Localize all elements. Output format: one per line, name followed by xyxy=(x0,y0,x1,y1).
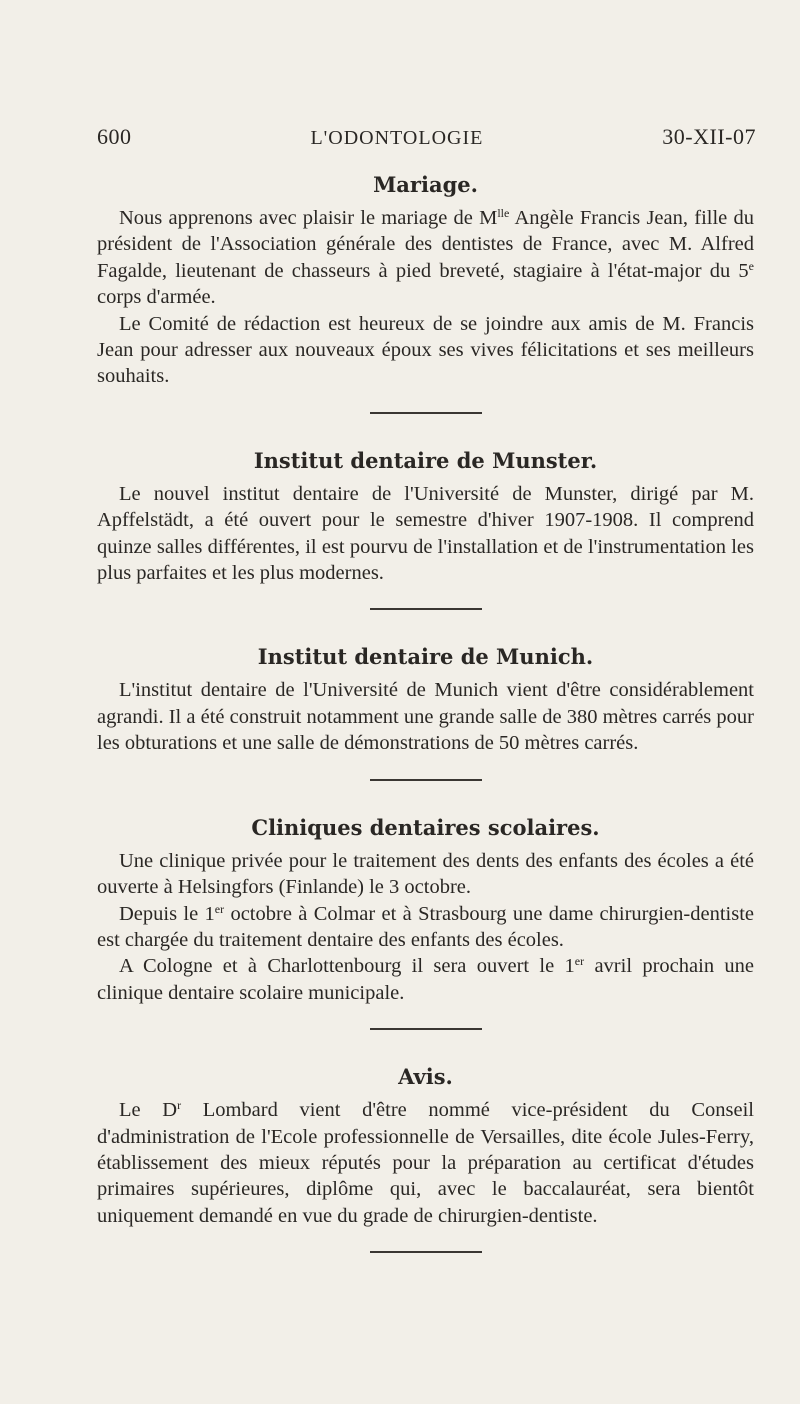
running-header xyxy=(97,124,756,150)
paragraph-text: Le nouvel institut dentaire de l'Université de Munster, dirigé par M. Apffelstädt, a été ouvert pour le semestre d'hiver 1907-1908. Il comprend quinze salles différentes, il est pourvu de l'installation et de l'instrumentation les plus parfaites et les plus modernes. xyxy=(97,482,754,585)
paragraph-text: Angèle Francis Jean, fille du président de l'Association générale des dentistes de France, avec M. Alfred Fagalde, lieutenant de chasseurs à pied breveté, stagiaire à l'état-major du 5 xyxy=(97,207,754,282)
superscript: e xyxy=(748,258,754,273)
section-divider xyxy=(370,779,482,781)
section-heading: Cliniques dentaires scolaires. xyxy=(251,814,600,840)
paragraph-text: octobre à Colmar et à Strasbourg une dame chirurgien-dentiste est chargée du traitement dentaire des enfants des écoles. xyxy=(97,902,754,951)
paragraph xyxy=(97,481,754,587)
page-number: 600 xyxy=(97,124,132,149)
paragraph xyxy=(97,1097,754,1229)
issue-date: 30-XII-07 xyxy=(662,124,756,149)
section-heading: Mariage. xyxy=(373,172,478,197)
paragraph xyxy=(97,953,754,1006)
paragraph-text: Le D xyxy=(119,1099,178,1122)
section-heading: Institut dentaire de Munich. xyxy=(257,644,594,670)
journal-title: L'ODONTOLOGIE xyxy=(310,127,484,149)
superscript: er xyxy=(574,954,585,969)
paragraph xyxy=(97,205,754,311)
paragraph-text: Nous apprenons avec plaisir le mariage de M xyxy=(119,207,498,229)
paragraph xyxy=(97,848,754,901)
paragraph-text: Lombard vient d'être nommé vice-président du Conseil d'administration de l'Ecole professionnelle de Versailles, dite école Jules-Ferry, établissement des mieux réputés pour la préparation au certificat d'études primaires supérieures, diplôme qui, avec le baccalauréat, sera bientôt uniquement demandé en vue du grade de chirurgien-dentiste. xyxy=(97,1099,754,1227)
article-body xyxy=(97,172,754,1287)
superscript: lle xyxy=(497,206,510,220)
paragraph xyxy=(97,901,754,954)
section-divider xyxy=(370,608,482,610)
paragraph-text: L'institut dentaire de l'Université de Munich vient d'être considérablement agrandi. Il a été construit notamment une grande salle de 380 mètres carrés pour les obturations et une salle de démonstrations de 50 mètres carrés. xyxy=(97,679,754,755)
section-heading: Institut dentaire de Munster. xyxy=(253,447,598,473)
paragraph-text: corps d'armée. xyxy=(97,286,216,309)
section-divider xyxy=(370,1251,482,1253)
paragraph-text: Depuis le 1 xyxy=(119,902,215,925)
paragraph xyxy=(97,677,754,756)
section-divider xyxy=(370,412,482,414)
superscript: er xyxy=(214,901,225,916)
paragraph-text: A Cologne et à Charlottenbourg il sera ouvert le 1 xyxy=(119,955,575,978)
paragraph-text: Le Comité de rédaction est heureux de se joindre aux amis de M. Francis Jean pour adresser aux nouveaux époux ses vives félicitations et ses meilleurs souhaits. xyxy=(97,312,754,388)
paragraph-text: Une clinique privée pour le traitement des dents des enfants des écoles a été ouverte à Helsingfors (Finlande) le 3 octobre. xyxy=(97,849,754,899)
paragraph-text: avril prochain une clinique dentaire scolaire municipale. xyxy=(97,955,754,1004)
paragraph xyxy=(97,311,754,390)
section-heading: Avis. xyxy=(398,1064,453,1090)
superscript: r xyxy=(177,1098,182,1113)
section-divider xyxy=(370,1028,482,1030)
